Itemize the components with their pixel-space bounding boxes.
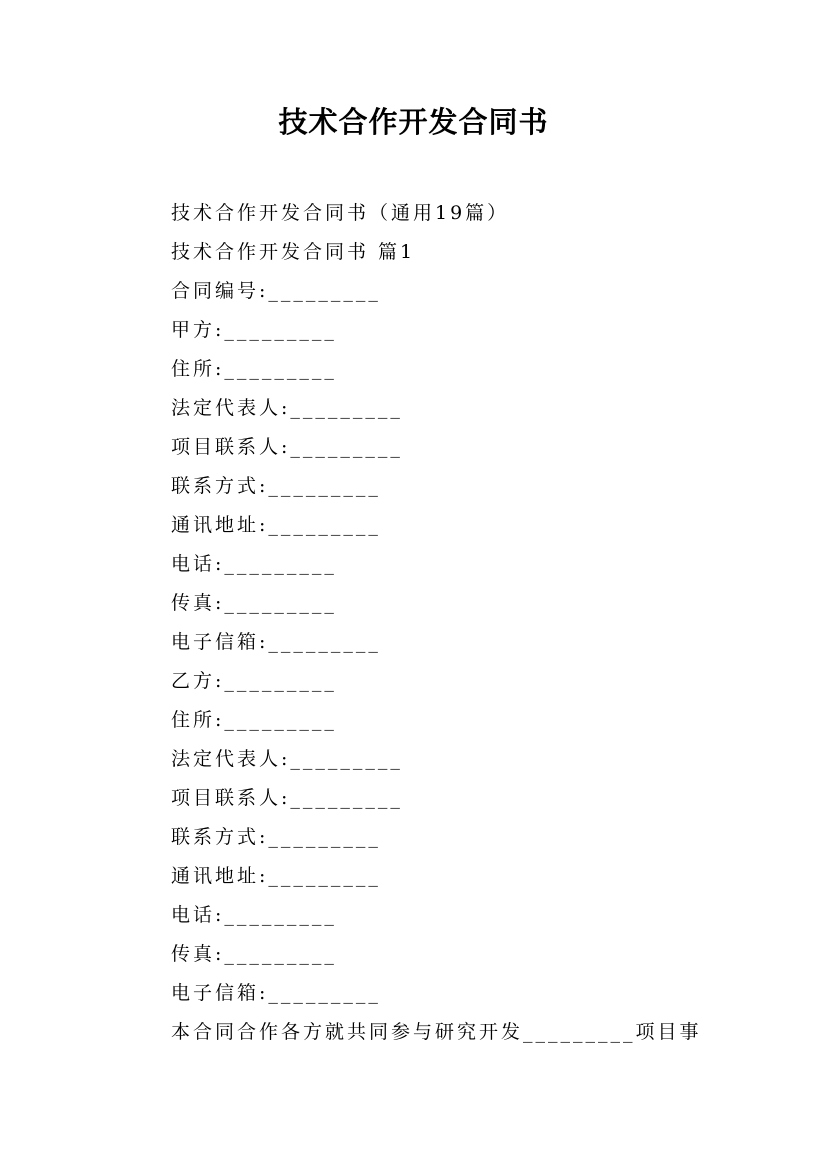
party-a-address-field: 住所:_________ — [171, 358, 337, 380]
party-a-project-contact-field: 项目联系人:_________ — [171, 436, 403, 458]
contract-number-field: 合同编号:_________ — [171, 280, 381, 302]
party-a-legal-rep-field: 法定代表人:_________ — [171, 397, 403, 419]
party-b-contact-method-field: 联系方式:_________ — [171, 826, 381, 848]
party-b-fax-field: 传真:_________ — [171, 943, 337, 965]
section-heading: 技术合作开发合同书 篇1 — [171, 241, 416, 263]
party-a-field: 甲方:_________ — [171, 319, 337, 341]
party-b-mailing-address-field: 通讯地址:_________ — [171, 865, 381, 887]
party-b-field: 乙方:_________ — [171, 670, 337, 692]
subtitle-line: 技术合作开发合同书（通用19篇） — [171, 202, 510, 224]
agreement-paragraph-start: 本合同合作各方就共同参与研究开发_________项目事 — [171, 1021, 702, 1043]
party-a-fax-field: 传真:_________ — [171, 592, 337, 614]
party-a-mailing-address-field: 通讯地址:_________ — [171, 514, 381, 536]
party-b-project-contact-field: 项目联系人:_________ — [171, 787, 403, 809]
party-a-phone-field: 电话:_________ — [171, 553, 337, 575]
document-body — [171, 194, 771, 1052]
party-b-legal-rep-field: 法定代表人:_________ — [171, 748, 403, 770]
party-a-email-field: 电子信箱:_________ — [171, 631, 381, 653]
party-b-address-field: 住所:_________ — [171, 709, 337, 731]
party-b-email-field: 电子信箱:_________ — [171, 982, 381, 1004]
party-a-contact-method-field: 联系方式:_________ — [171, 475, 381, 497]
party-b-phone-field: 电话:_________ — [171, 904, 337, 926]
document-title: 技术合作开发合同书 — [278, 105, 549, 139]
